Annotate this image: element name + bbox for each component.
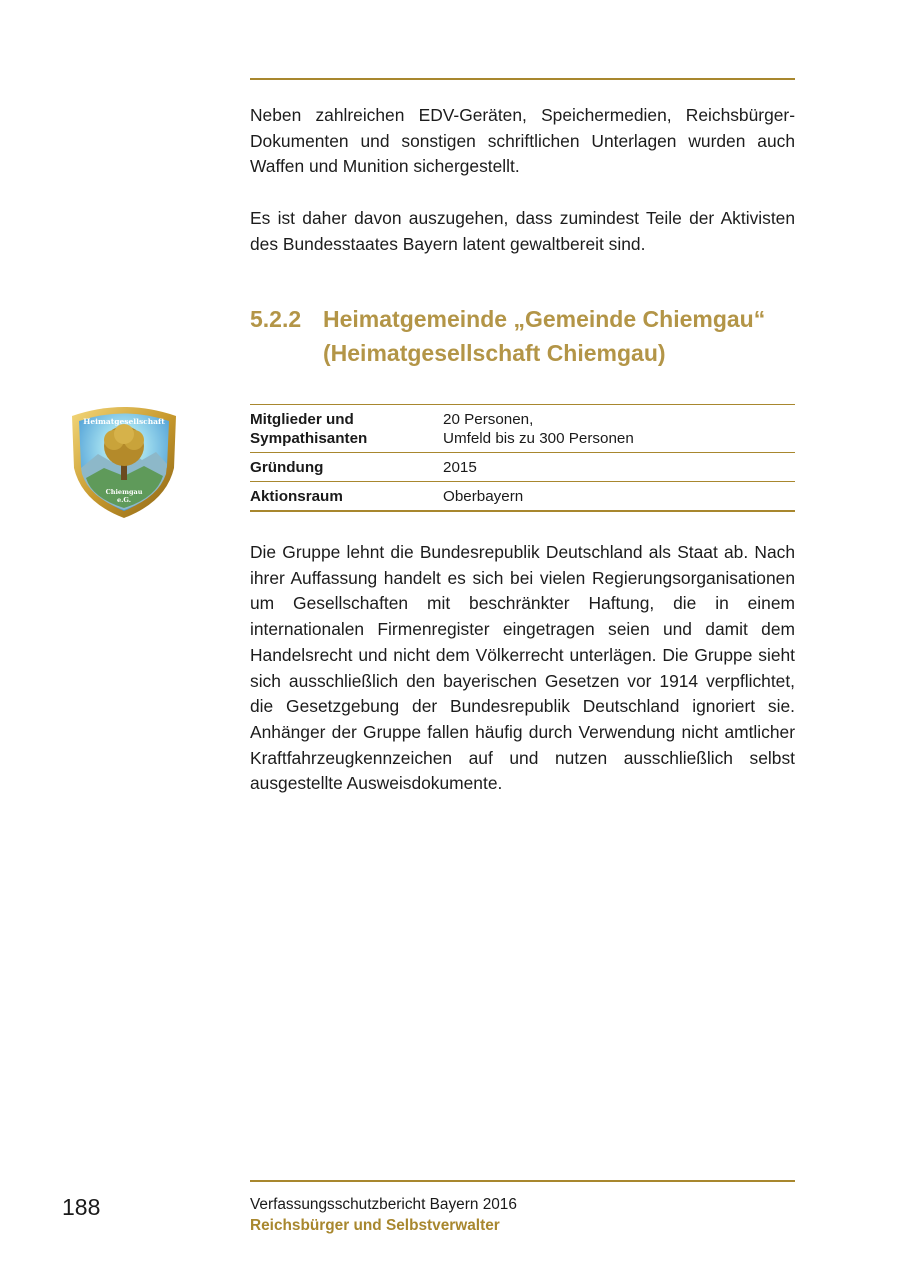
facts-row-members [250,404,795,453]
page-number: 188 [62,1194,101,1220]
members-value: 20 Personen, Umfeld bis zu 300 Personen [443,411,634,447]
emblem-bottom-text-2: e.G. [117,496,131,504]
section-title-line-1: Heimatgemeinde „Gemeinde Chiemgau“ [323,306,766,332]
section-number: 5.2.2 [250,306,302,332]
area-value: Oberbayern [443,488,524,505]
footer-chapter: Reichsbürger und Selbstverwalter [250,1217,500,1234]
founding-value: 2015 [443,459,477,476]
heimatgesellschaft-chiemgau-emblem [68,402,180,520]
top-rule [250,78,795,80]
members-label: Mitglieder und Sympathisanten [250,411,368,447]
footer-rule [250,1180,795,1182]
facts-row-area [250,482,795,512]
area-label: Aktionsraum [250,488,343,505]
paragraph-group-description: Die Gruppe lehnt die Bundesrepublik Deutschland als Staat ab. Nach ihrer Auffassung handelt es sich bei vielen Regierungsorganisationen um Gesellschaften mit beschränkter Haftung, die in einem internationalen Firmenregister eingetragen seien und damit dem Handelsrecht und nicht dem Völkerrecht unterlägen. Die Gruppe sieht sich ausschließlich den bayerischen Gesetzen vor 1914 verpflichtet, die Gesetzgebung der Bundesrepublik Deutschland ignoriert sie. Anhänger der Gruppe fallen häufig durch Verwendung nicht amtlicher Kraftfahrzeugkennzeichen auf und nutzen ausschließlich selbst ausgestellte Ausweisdokumente. [250,542,795,794]
paragraph-violence: Es ist daher davon auszugehen, dass zumindest Teile der Aktivisten des Bundesstaates Bayern latent gewaltbereit sind. [250,208,795,254]
facts-table [250,404,795,512]
founding-label: Gründung [250,459,324,476]
section-title [323,302,765,370]
footer-report-title: Verfassungsschutzbericht Bayern 2016 [250,1196,517,1213]
facts-row-founding [250,453,795,482]
section-title-line-2: (Heimatgesellschaft Chiemgau) [323,340,666,366]
paragraph-seizure: Neben zahlreichen EDV-Geräten, Speichermedien, Reichsbürger-Dokumenten und sonstigen schriftlichen Unterlagen wurden auch Waffen und Munition sichergestellt. [250,105,795,177]
emblem-bottom-text-1: Chiemgau [105,488,143,496]
emblem-top-text: Heimatgesellschaft [83,417,165,426]
